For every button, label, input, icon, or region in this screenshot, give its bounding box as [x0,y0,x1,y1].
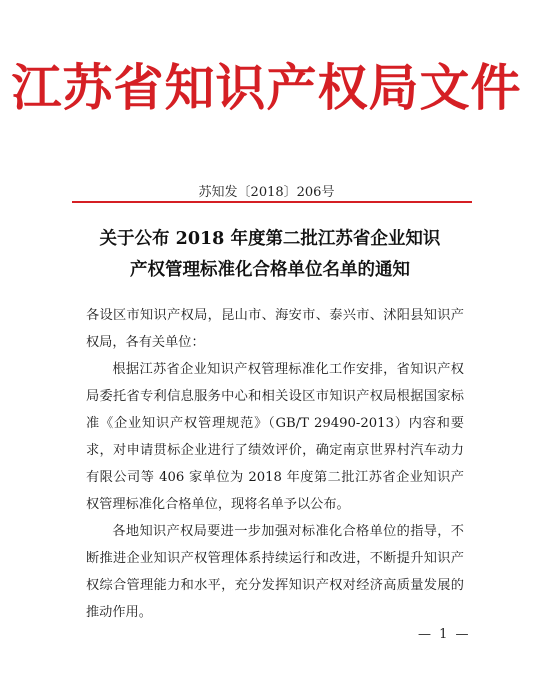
notice-body [86,302,464,626]
body-paragraph-1: 根据江苏省企业知识产权管理标准化工作安排，省知识产权局委托省专利信息服务中心和相关设区市知识产权局根据国家标准《企业知识产权管理规范》（GB/T 29490-2013）内容和要求，对申请贯标企业进行了绩效评价，确定南京世界村汽车动力有限公司等 406 家单位为 2018 年度第二批江苏省企业知识产权管理标准化合格单位，现将名单予以公布。 [86,362,464,512]
notice-title-line-1: 关于公布 2018 年度第二批江苏省企业知识 [99,229,441,249]
notice-title-line-2: 产权管理标准化合格单位名单的通知 [130,260,410,280]
body-paragraph-2: 各地知识产权局要进一步加强对标准化合格单位的指导，不断推进企业知识产权管理体系持续运行和改进，不断提升知识产权综合管理能力和水平，充分发挥知识产权对经济高质量发展的推动作用。 [86,524,464,620]
salutation: 各设区市知识产权局，昆山市、海安市、泰兴市、沭阳县知识产权局，各有关单位： [86,308,464,350]
red-divider-line [72,201,472,203]
document-number: 苏知发〔2018〕206号 [198,185,335,200]
notice-title [60,224,480,286]
document-masthead: 江苏省知识产权局文件 [11,58,522,117]
page-number: — 1 — [418,627,471,642]
